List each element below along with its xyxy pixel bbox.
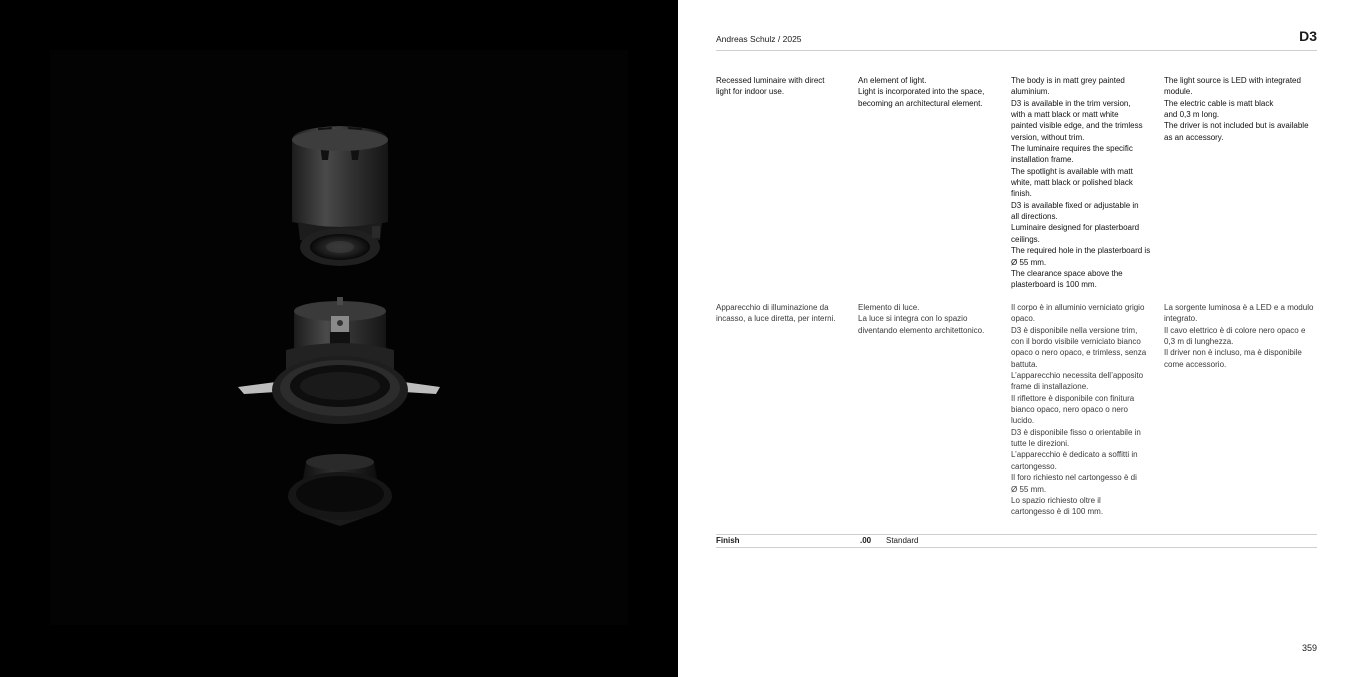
finish-divider-top bbox=[716, 534, 1317, 535]
it-light-source-description: La sorgente luminosa è a LED e a modulo integrato. Il cavo elettrico è di colore nero opaco e 0,3 m di lunghezza. Il driver non è incluso, ma è disponibile come accessorio. bbox=[1164, 303, 1314, 369]
header-divider bbox=[716, 50, 1317, 51]
en-concept-description: An element of light. Light is incorporated into the space, becoming an architectural element. bbox=[858, 76, 985, 108]
it-type-description: Apparecchio di illuminazione da incasso, a luce diretta, per interni. bbox=[716, 303, 836, 324]
en-type-description: Recessed luminaire with direct light for indoor use. bbox=[716, 76, 825, 97]
it-concept-description: Elemento di luce. La luce si integra con lo spazio diventando elemento architettonico. bbox=[858, 303, 985, 335]
led-module bbox=[292, 126, 388, 266]
designer-credit: Andreas Schulz / 2025 bbox=[716, 34, 802, 44]
finish-name: Standard bbox=[886, 536, 919, 545]
finish-divider-bottom bbox=[716, 547, 1317, 548]
page-number: 359 bbox=[1301, 643, 1317, 653]
finish-label: Finish bbox=[716, 536, 740, 545]
en-body-description: The body is in matt grey painted aluminium. D3 is available in the trim version, with a matt black or matt white painted visible edge, and the trimless version, without trim. The luminaire requires the specific installation frame. The spotlight is available with matt white, matt black or polished black finish. D3 is available fixed or adjustable in all directions. Luminaire designed for plasterboard ceilings. The required hole in the plasterboard is Ø 55 mm. The clearance space above the plasterboard is 100 mm. bbox=[1011, 76, 1151, 290]
spec-page bbox=[678, 0, 1355, 677]
product-code: D3 bbox=[1299, 28, 1317, 44]
finish-code: .00 bbox=[860, 536, 872, 545]
en-light-source-description: The light source is LED with integrated module. The electric cable is matt black and 0,3 m long. The driver is not included but is available as an accessory. bbox=[1164, 76, 1309, 142]
it-body-description: Il corpo è in alluminio verniciato grigio opaco. D3 è disponibile nella versione trim, con il bordo visibile verniciato bianco opaco o nero opaco, e trimless, senza battuta. L’apparecchio necessita dell’apposito frame di installazione. Il riflettore è disponibile con finitura bianco opaco, nero opaco o nero lucido. D3 è disponibile fisso o orientabile in tutte le direzioni. L’apparecchio è dedicato a soffitti in cartongesso. Il foro richiesto nel cartongesso è di Ø 55 mm. Lo spazio richiesto oltre il cartongesso è di 100 mm. bbox=[1011, 303, 1147, 517]
